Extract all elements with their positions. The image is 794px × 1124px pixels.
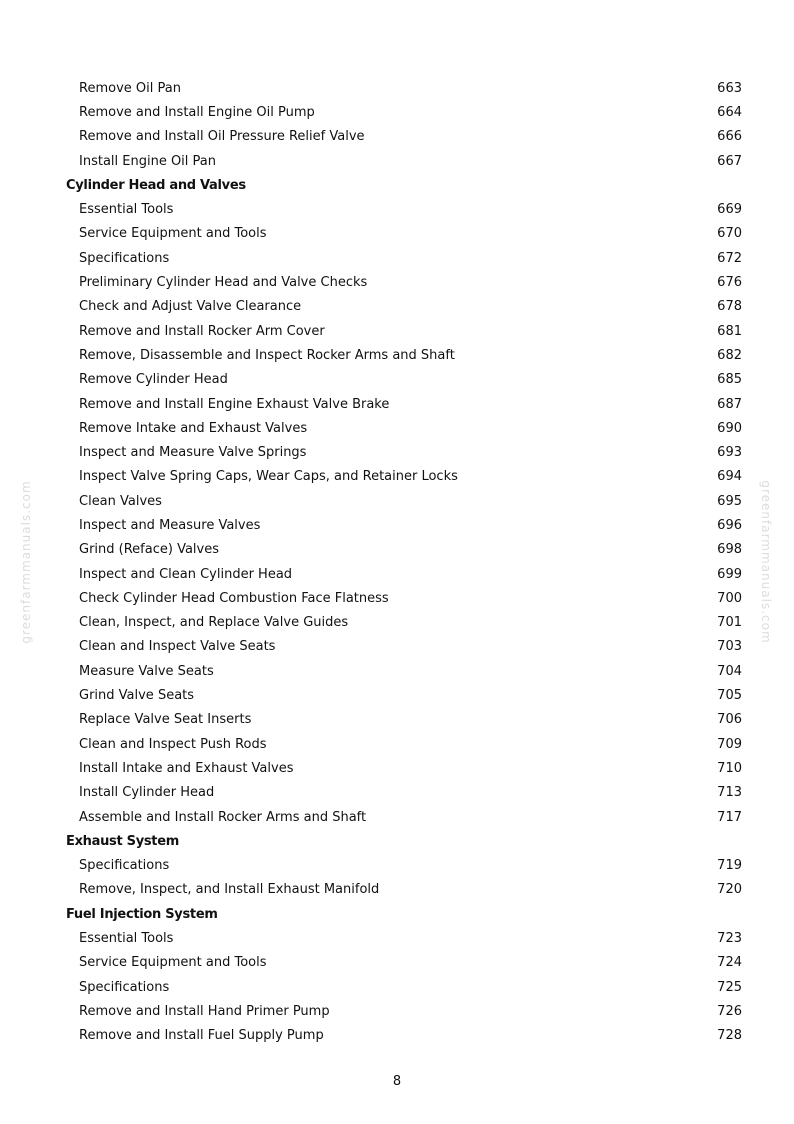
toc-entry-page: 725: [717, 979, 742, 995]
toc-entry[interactable]: [66, 440, 742, 464]
toc-entry[interactable]: [66, 708, 742, 732]
toc-entry[interactable]: [66, 878, 742, 902]
toc-entry-title: Check and Adjust Valve Clearance: [79, 299, 302, 315]
toc-entry-title: Remove and Install Rocker Arm Cover: [79, 323, 325, 339]
toc-entry-page: 723: [717, 931, 742, 947]
toc-entry[interactable]: [66, 805, 742, 829]
toc-entry[interactable]: [66, 295, 742, 319]
toc-entry-title: Essential Tools: [79, 202, 174, 218]
toc-entry-title: Service Equipment and Tools: [79, 955, 267, 971]
toc-entry-title: Clean Valves: [79, 493, 162, 509]
toc-entry-title: Replace Valve Seat Inserts: [79, 712, 252, 728]
toc-entry[interactable]: [66, 538, 742, 562]
toc-entry-page: 709: [717, 736, 742, 752]
toc-entry-page: 693: [717, 445, 742, 461]
toc-entry-page: 670: [717, 226, 742, 242]
toc-entry-page: 698: [717, 542, 742, 558]
toc-entry-page: 678: [717, 299, 742, 315]
toc-entry-title: Exhaust System: [66, 833, 179, 849]
toc-entry-page: 717: [717, 809, 742, 825]
toc-entry-page: 666: [717, 129, 742, 145]
toc-entry[interactable]: [66, 659, 742, 683]
toc-entry-title: Inspect and Clean Cylinder Head: [79, 566, 293, 582]
toc-entry[interactable]: [66, 854, 742, 878]
toc-entry-title: Check Cylinder Head Combustion Face Flatness: [79, 590, 389, 606]
toc-entry-title: Grind Valve Seats: [79, 688, 195, 704]
toc-entry[interactable]: [66, 319, 742, 343]
toc-entry[interactable]: [66, 343, 742, 367]
toc-entry[interactable]: [66, 635, 742, 659]
toc-entry-title: Clean and Inspect Push Rods: [79, 736, 267, 752]
toc-entry-page: 669: [717, 202, 742, 218]
toc-entry[interactable]: [66, 222, 742, 246]
toc-entry-page: 672: [717, 250, 742, 266]
toc-entry[interactable]: [66, 1024, 742, 1048]
toc-entry[interactable]: [66, 76, 742, 100]
watermark-left: greenfarmmanuals.com: [19, 480, 33, 644]
toc-entry[interactable]: [66, 781, 742, 805]
toc-entry-page: 699: [717, 566, 742, 582]
toc-entry-title: Fuel Injection System: [66, 906, 218, 922]
toc-entry[interactable]: [66, 926, 742, 950]
toc-section-heading: [66, 829, 742, 853]
toc-entry[interactable]: [66, 975, 742, 999]
toc-entry[interactable]: [66, 489, 742, 513]
toc-entry-page: 663: [717, 80, 742, 96]
table-of-contents: [66, 76, 742, 1048]
toc-entry-page: 719: [717, 858, 742, 874]
toc-entry[interactable]: [66, 732, 742, 756]
toc-entry-title: Specifications: [79, 250, 170, 266]
toc-entry-title: Remove, Inspect, and Install Exhaust Manifold: [79, 882, 380, 898]
toc-entry-title: Remove and Install Oil Pressure Relief Valve: [79, 129, 365, 145]
toc-entry[interactable]: [66, 465, 742, 489]
toc-entry-title: Clean, Inspect, and Replace Valve Guides: [79, 615, 349, 631]
toc-entry-title: Remove Cylinder Head: [79, 372, 228, 388]
toc-entry-page: 687: [717, 396, 742, 412]
toc-entry-page: 700: [717, 590, 742, 606]
toc-entry[interactable]: [66, 951, 742, 975]
toc-entry-title: Cylinder Head and Valves: [66, 177, 246, 193]
toc-entry-page: 701: [717, 615, 742, 631]
toc-entry-title: Assemble and Install Rocker Arms and Shaft: [79, 809, 367, 825]
toc-entry-title: Remove and Install Engine Exhaust Valve Brake: [79, 396, 390, 412]
toc-entry[interactable]: [66, 586, 742, 610]
toc-entry-title: Inspect and Measure Valve Springs: [79, 445, 307, 461]
toc-entry-page: 682: [717, 347, 742, 363]
toc-entry-title: Remove and Install Engine Oil Pump: [79, 104, 315, 120]
toc-entry-page: 704: [717, 663, 742, 679]
toc-entry-title: Remove Intake and Exhaust Valves: [79, 420, 308, 436]
toc-entry-page: 726: [717, 1003, 742, 1019]
toc-entry[interactable]: [66, 416, 742, 440]
toc-section-heading: [66, 902, 742, 926]
toc-entry-title: Install Intake and Exhaust Valves: [79, 760, 294, 776]
toc-entry-page: 713: [717, 785, 742, 801]
toc-entry[interactable]: [66, 756, 742, 780]
toc-entry-page: 728: [717, 1028, 742, 1044]
toc-entry-page: 664: [717, 104, 742, 120]
toc-entry-title: Inspect Valve Spring Caps, Wear Caps, and Retainer Locks: [79, 469, 458, 485]
toc-entry[interactable]: [66, 125, 742, 149]
toc-entry[interactable]: [66, 100, 742, 124]
toc-section-heading: [66, 173, 742, 197]
toc-entry-title: Grind (Reface) Valves: [79, 542, 219, 558]
toc-entry-title: Install Cylinder Head: [79, 785, 215, 801]
toc-entry-title: Install Engine Oil Pan: [79, 153, 217, 169]
toc-entry-title: Specifications: [79, 979, 170, 995]
toc-entry[interactable]: [66, 246, 742, 270]
toc-entry-page: 681: [717, 323, 742, 339]
toc-entry-page: 710: [717, 760, 742, 776]
toc-entry-page: 724: [717, 955, 742, 971]
toc-entry[interactable]: [66, 368, 742, 392]
toc-entry[interactable]: [66, 392, 742, 416]
toc-entry-page: 720: [717, 882, 742, 898]
toc-entry-page: 706: [717, 712, 742, 728]
toc-entry-page: 705: [717, 688, 742, 704]
toc-entry-title: Inspect and Measure Valves: [79, 517, 261, 533]
toc-entry-title: Remove and Install Hand Primer Pump: [79, 1003, 330, 1019]
toc-entry-page: 685: [717, 372, 742, 388]
toc-entry-title: Remove, Disassemble and Inspect Rocker Arms and Shaft: [79, 347, 455, 363]
toc-entry-page: 703: [717, 639, 742, 655]
watermark-right: greenfarmmanuals.com: [759, 480, 773, 644]
toc-entry-page: 696: [717, 517, 742, 533]
toc-entry-page: 695: [717, 493, 742, 509]
toc-entry-title: Clean and Inspect Valve Seats: [79, 639, 276, 655]
toc-entry[interactable]: [66, 270, 742, 294]
toc-entry[interactable]: [66, 611, 742, 635]
toc-entry[interactable]: [66, 683, 742, 707]
toc-entry-page: 667: [717, 153, 742, 169]
toc-entry-title: Measure Valve Seats: [79, 663, 214, 679]
toc-entry[interactable]: [66, 197, 742, 221]
toc-entry[interactable]: [66, 149, 742, 173]
toc-entry-title: Remove and Install Fuel Supply Pump: [79, 1028, 324, 1044]
page-number: 8: [392, 1074, 402, 1089]
toc-entry-title: Specifications: [79, 858, 170, 874]
toc-entry-title: Service Equipment and Tools: [79, 226, 267, 242]
toc-entry-page: 694: [717, 469, 742, 485]
toc-entry-title: Preliminary Cylinder Head and Valve Checks: [79, 275, 368, 291]
toc-entry[interactable]: [66, 999, 742, 1023]
toc-entry-title: Essential Tools: [79, 931, 174, 947]
toc-entry-title: Remove Oil Pan: [79, 80, 181, 96]
toc-entry-page: 690: [717, 420, 742, 436]
toc-entry[interactable]: [66, 513, 742, 537]
toc-entry[interactable]: [66, 562, 742, 586]
toc-entry-page: 676: [717, 275, 742, 291]
